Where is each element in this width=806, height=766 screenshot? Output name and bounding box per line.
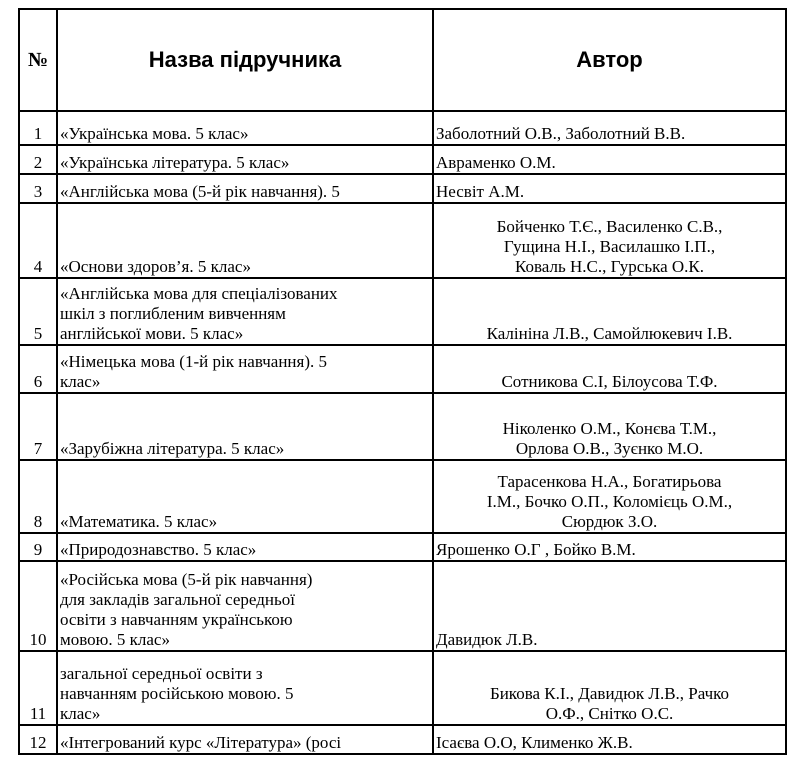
row-number: 11 xyxy=(19,651,57,725)
author-cell xyxy=(433,111,786,145)
author-cell xyxy=(433,561,786,651)
book-title-cell xyxy=(57,203,433,278)
table-row xyxy=(19,725,786,754)
author-line: І.М., Бочко О.П., Коломієць О.М., xyxy=(486,492,733,511)
table-row xyxy=(19,203,786,278)
book-title-line: «Англійська мова для спеціалізованих xyxy=(60,284,338,303)
author-line: Гущина Н.І., Василашко І.П., xyxy=(503,237,716,256)
table-row xyxy=(19,533,786,561)
author-line: Давидюк Л.В. xyxy=(436,630,538,649)
book-title-line: «Російська мова (5-й рік навчання) xyxy=(60,570,313,589)
book-title-line: для закладів загальної середньої xyxy=(60,590,295,609)
row-number: 4 xyxy=(19,203,57,278)
book-title-line: шкіл з поглибленим вивченням xyxy=(60,304,286,323)
row-number: 3 xyxy=(19,174,57,203)
row-number: 8 xyxy=(19,460,57,533)
author-line: Ісаєва О.О, Клименко Ж.В. xyxy=(436,733,633,752)
book-title-line: «Інтегрований курс «Література» (росі xyxy=(60,733,342,752)
row-number: 7 xyxy=(19,393,57,460)
row-number: 5 xyxy=(19,278,57,345)
book-title-line: «Основи здоров’я. 5 клас» xyxy=(60,257,251,276)
book-title-cell xyxy=(57,561,433,651)
book-title-line: освіти з навчанням українською xyxy=(60,610,293,629)
table-row xyxy=(19,651,786,725)
author-cell xyxy=(433,460,786,533)
book-title-line: англійської мови. 5 клас» xyxy=(60,324,244,343)
author-cell xyxy=(433,278,786,345)
header-title: Назва підручника xyxy=(57,9,433,111)
book-title-line: мовою. 5 клас» xyxy=(60,630,170,649)
book-title-line: «Зарубіжна література. 5 клас» xyxy=(60,439,285,458)
author-line: Сотникова С.І, Білоусова Т.Ф. xyxy=(501,372,718,391)
book-title-line: «Українська література. 5 клас» xyxy=(60,153,290,172)
table-row xyxy=(19,278,786,345)
book-title-cell xyxy=(57,174,433,203)
author-line: Заболотний О.В., Заболотний В.В. xyxy=(436,124,686,143)
author-line: Ніколенко О.М., Конєва Т.М., xyxy=(502,419,717,438)
book-title-cell xyxy=(57,145,433,174)
author-line: Калініна Л.В., Самойлюкевич І.В. xyxy=(486,324,733,343)
author-line: Тарасенкова Н.А., Богатирьова xyxy=(497,472,722,491)
book-title-line: загальної середньої освіти з xyxy=(60,664,263,683)
header-row xyxy=(19,9,786,111)
author-line: О.Ф., Снітко О.С. xyxy=(545,704,674,723)
book-title-cell xyxy=(57,111,433,145)
row-number: 1 xyxy=(19,111,57,145)
book-title-cell xyxy=(57,345,433,393)
book-title-line: «Природознавство. 5 клас» xyxy=(60,540,257,559)
textbook-table xyxy=(18,8,787,755)
row-number: 9 xyxy=(19,533,57,561)
table-row xyxy=(19,145,786,174)
header-author: Автор xyxy=(433,9,786,111)
book-title-cell xyxy=(57,393,433,460)
book-title-cell xyxy=(57,278,433,345)
book-title-line: клас» xyxy=(60,372,101,391)
table-row xyxy=(19,561,786,651)
author-cell xyxy=(433,345,786,393)
book-title-cell xyxy=(57,533,433,561)
table-row xyxy=(19,174,786,203)
author-cell xyxy=(433,174,786,203)
author-cell xyxy=(433,725,786,754)
author-cell xyxy=(433,145,786,174)
book-title-line: клас» xyxy=(60,704,101,723)
author-cell xyxy=(433,651,786,725)
row-number: 6 xyxy=(19,345,57,393)
header-number: № xyxy=(19,9,57,111)
author-line: Коваль Н.С., Гурська О.К. xyxy=(515,257,704,276)
book-title-cell xyxy=(57,460,433,533)
author-cell xyxy=(433,393,786,460)
author-line: Орлова О.В., Зуєнко М.О. xyxy=(515,439,704,458)
book-title-line: навчанням російською мовою. 5 xyxy=(60,684,294,703)
author-line: Авраменко О.М. xyxy=(436,153,556,172)
author-line: Ярошенко О.Г , Бойко В.М. xyxy=(436,540,636,559)
book-title-cell xyxy=(57,725,433,754)
table-row xyxy=(19,111,786,145)
author-line: Несвіт А.М. xyxy=(436,182,525,201)
author-cell xyxy=(433,533,786,561)
book-title-cell xyxy=(57,651,433,725)
author-cell xyxy=(433,203,786,278)
table-row xyxy=(19,393,786,460)
table-row xyxy=(19,345,786,393)
book-title-line: «Англійська мова (5-й рік навчання). 5 xyxy=(60,182,340,201)
row-number: 2 xyxy=(19,145,57,174)
table-row xyxy=(19,460,786,533)
book-title-line: «Математика. 5 клас» xyxy=(60,512,218,531)
book-title-line: «Українська мова. 5 клас» xyxy=(60,124,249,143)
row-number: 12 xyxy=(19,725,57,754)
author-line: Бикова К.І., Давидюк Л.В., Рачко xyxy=(489,684,730,703)
author-line: Сюрдюк З.О. xyxy=(561,512,658,531)
author-line: Бойченко Т.Є., Василенко С.В., xyxy=(496,217,723,236)
book-title-line: «Німецька мова (1-й рік навчання). 5 xyxy=(60,352,328,371)
row-number: 10 xyxy=(19,561,57,651)
